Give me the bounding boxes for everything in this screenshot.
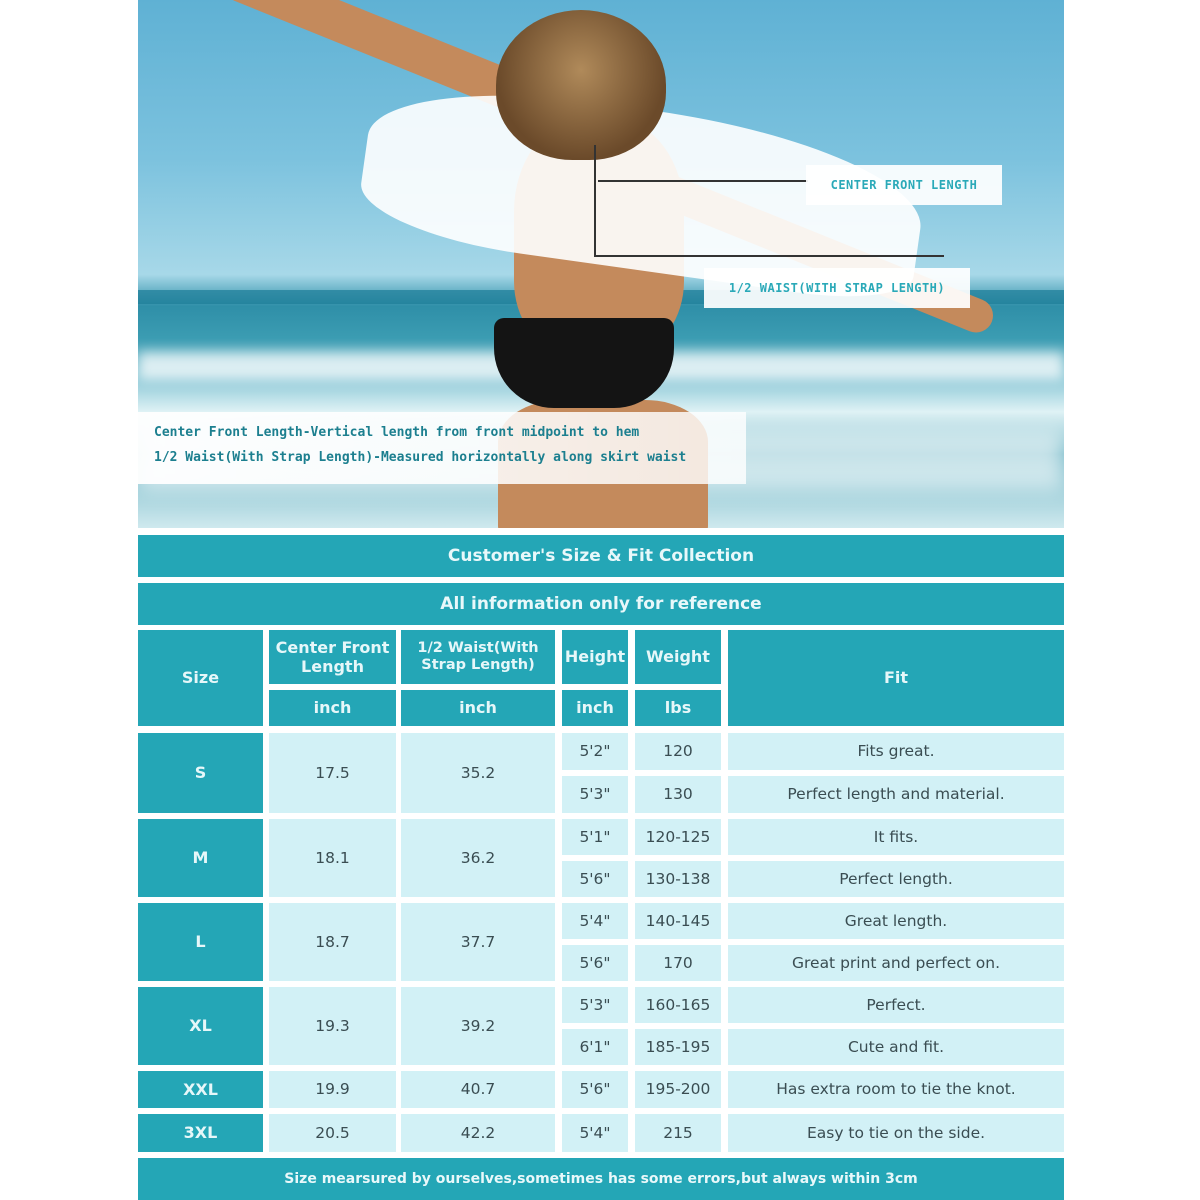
half-waist-cell: 42.2 bbox=[401, 1114, 555, 1152]
height-cell: 5'2" bbox=[562, 733, 628, 770]
height-cell: 5'3" bbox=[562, 987, 628, 1023]
fit-cell: Fits great. bbox=[728, 733, 1064, 770]
table-title: Customer's Size & Fit Collection bbox=[138, 535, 1064, 577]
weight-cell: 185-195 bbox=[635, 1029, 721, 1065]
height-cell: 5'3" bbox=[562, 776, 628, 813]
size-cell: XL bbox=[138, 987, 263, 1065]
center-front-length-cell: 17.5 bbox=[269, 733, 396, 813]
half-waist-label: 1/2 WAIST(WITH STRAP LENGTH) bbox=[704, 268, 970, 308]
weight-cell: 130-138 bbox=[635, 861, 721, 897]
center-front-length-cell: 18.1 bbox=[269, 819, 396, 897]
half-waist-cell: 40.7 bbox=[401, 1071, 555, 1108]
size-cell: M bbox=[138, 819, 263, 897]
model-hair bbox=[496, 10, 666, 160]
header-half-waist: 1/2 Waist(With Strap Length) bbox=[401, 630, 555, 684]
product-photo bbox=[138, 0, 1064, 528]
size-chart-page bbox=[138, 0, 1064, 1200]
weight-cell: 120 bbox=[635, 733, 721, 770]
fit-cell: Easy to tie on the side. bbox=[728, 1114, 1064, 1152]
header-center-front-length: Center Front Length bbox=[269, 630, 396, 684]
height-cell: 5'6" bbox=[562, 861, 628, 897]
height-cell: 5'4" bbox=[562, 903, 628, 939]
center-front-length-cell: 19.3 bbox=[269, 987, 396, 1065]
center-front-length-cell: 20.5 bbox=[269, 1114, 396, 1152]
height-cell: 6'1" bbox=[562, 1029, 628, 1065]
measurement-line bbox=[594, 255, 944, 257]
fit-cell: Cute and fit. bbox=[728, 1029, 1064, 1065]
half-waist-cell: 36.2 bbox=[401, 819, 555, 897]
weight-cell: 130 bbox=[635, 776, 721, 813]
unit-half-waist: inch bbox=[401, 690, 555, 726]
fit-cell: It fits. bbox=[728, 819, 1064, 855]
measurement-notes bbox=[138, 412, 746, 484]
bikini-bottom bbox=[494, 318, 674, 408]
header-weight: Weight bbox=[635, 630, 721, 684]
measurement-line bbox=[594, 145, 596, 255]
unit-height: inch bbox=[562, 690, 628, 726]
note-half-waist: 1/2 Waist(With Strap Length)-Measured horizontally along skirt waist bbox=[154, 450, 687, 465]
header-height: Height bbox=[562, 630, 628, 684]
size-cell: S bbox=[138, 733, 263, 813]
fit-cell: Great print and perfect on. bbox=[728, 945, 1064, 981]
height-cell: 5'1" bbox=[562, 819, 628, 855]
weight-cell: 170 bbox=[635, 945, 721, 981]
center-front-length-cell: 19.9 bbox=[269, 1071, 396, 1108]
weight-cell: 215 bbox=[635, 1114, 721, 1152]
height-cell: 5'4" bbox=[562, 1114, 628, 1152]
header-size: Size bbox=[138, 630, 263, 726]
center-front-length-label: CENTER FRONT LENGTH bbox=[806, 165, 1002, 205]
fit-cell: Has extra room to tie the knot. bbox=[728, 1071, 1064, 1108]
fit-cell: Perfect length. bbox=[728, 861, 1064, 897]
size-cell: XXL bbox=[138, 1071, 263, 1108]
half-waist-cell: 35.2 bbox=[401, 733, 555, 813]
fit-cell: Perfect length and material. bbox=[728, 776, 1064, 813]
height-cell: 5'6" bbox=[562, 1071, 628, 1108]
center-front-length-cell: 18.7 bbox=[269, 903, 396, 981]
weight-cell: 195-200 bbox=[635, 1071, 721, 1108]
measurement-line bbox=[598, 180, 808, 182]
weight-cell: 120-125 bbox=[635, 819, 721, 855]
weight-cell: 160-165 bbox=[635, 987, 721, 1023]
unit-weight: lbs bbox=[635, 690, 721, 726]
size-cell: 3XL bbox=[138, 1114, 263, 1152]
weight-cell: 140-145 bbox=[635, 903, 721, 939]
unit-center-front-length: inch bbox=[269, 690, 396, 726]
half-waist-cell: 39.2 bbox=[401, 987, 555, 1065]
table-footer-note: Size mearsured by ourselves,sometimes has some errors,but always within 3cm bbox=[138, 1158, 1064, 1200]
height-cell: 5'6" bbox=[562, 945, 628, 981]
header-fit: Fit bbox=[728, 630, 1064, 726]
half-waist-cell: 37.7 bbox=[401, 903, 555, 981]
size-cell: L bbox=[138, 903, 263, 981]
fit-cell: Perfect. bbox=[728, 987, 1064, 1023]
table-subtitle: All information only for reference bbox=[138, 583, 1064, 625]
note-center-front-length: Center Front Length-Vertical length from front midpoint to hem bbox=[154, 425, 640, 440]
fit-cell: Great length. bbox=[728, 903, 1064, 939]
